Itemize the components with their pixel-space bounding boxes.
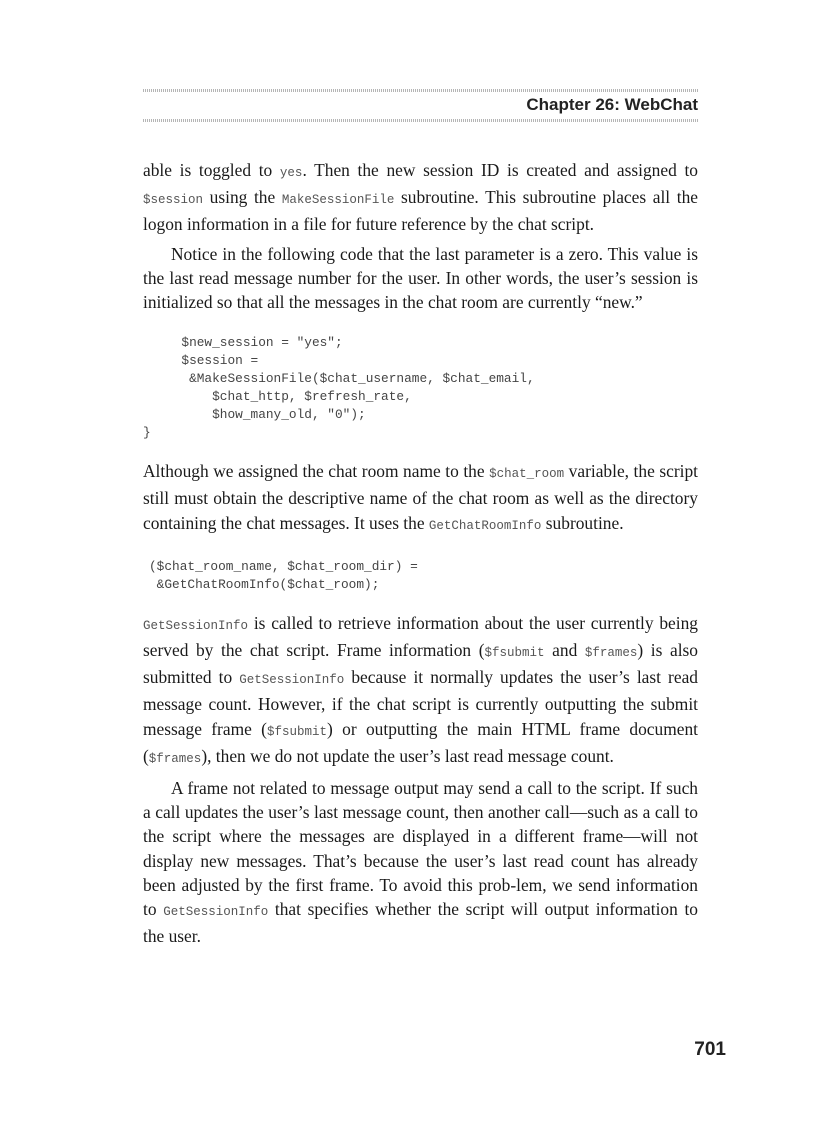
running-head: Chapter 26: WebChat <box>526 95 698 114</box>
body-text <box>143 158 698 948</box>
text-run: subroutine. <box>541 512 624 533</box>
inline-code: $chat_room <box>489 467 565 482</box>
code-block-chat-room-info: ($chat_room_name, $chat_room_dir) = &GetChatRoomInfo($chat_room); <box>149 558 418 592</box>
text-run: that specifies whether the script will output information to the user. <box>143 899 699 947</box>
header-rule-top <box>143 89 698 92</box>
paragraph-5 <box>143 776 698 948</box>
text-run: is called to retrieve information about the user currently being served by the chat script. Frame information ( <box>143 612 698 661</box>
text-run: because it normally updates the user’s last read message count. However, if the chat script is currently outputting the submit message frame ( <box>143 667 698 739</box>
inline-code: GetSessionInfo <box>163 905 269 920</box>
text-run: Although we assigned the chat room name to the <box>143 461 490 482</box>
header-rule-bottom <box>143 119 698 122</box>
inline-code: $fsubmit <box>484 646 545 661</box>
text-run: subroutine. This subroutine places all the logon information in a file for future reference by the chat script. <box>143 187 699 235</box>
inline-code: $session <box>143 193 204 208</box>
text-run: ) or outputting the main HTML frame document ( <box>143 718 698 766</box>
text-run: lem, we send information to <box>143 874 698 920</box>
inline-code: GetChatRoomInfo <box>428 518 542 533</box>
code-block-session: $new_session = "yes"; $session = &MakeSessionFile($chat_username, $chat_email, $chat_http, $refresh_rate, $how_many_old, "0"); } <box>143 335 535 441</box>
text-run: variable, the script still must obtain the descriptive name of the chat room as well as the directory containing the chat messages. It uses the <box>143 461 698 533</box>
text-run: ), then we do not update the user’s last read message count. <box>201 745 614 766</box>
inline-code: $fsubmit <box>266 724 327 739</box>
paragraph-4 <box>143 611 698 771</box>
text-run: ) is also submitted to <box>143 640 699 688</box>
paragraph-1 <box>143 158 698 237</box>
paragraph-2: Notice in the following code that the last parameter is a zero. This value is the last read message number for the user. In other words, the user’s session is initialized so that all the messages in the chat room are currently “new.” <box>143 243 698 313</box>
text-run: using the <box>203 187 282 208</box>
text-run: A frame not related to message output may send a call to the script. If such a call updates the user’s last message count, then another call—such as a call to the script where the messages are displayed in a different frame—will not display new messages. That’s because the user’s last read count has already been adjusted by the first frame. To avoid this prob- <box>143 778 698 895</box>
inline-code: yes <box>279 166 303 180</box>
inline-code: GetSessionInfo <box>143 618 249 633</box>
text-run: able is toggled to <box>143 160 280 180</box>
text-run: . Then the new session ID is created and assigned to <box>302 160 698 180</box>
paragraph-3 <box>143 459 698 538</box>
inline-code: GetSessionInfo <box>239 673 345 688</box>
page-number: 701 <box>694 1039 726 1060</box>
text-run: and <box>544 640 585 661</box>
inline-code: MakeSessionFile <box>281 193 395 208</box>
inline-code: $frames <box>148 751 202 766</box>
inline-code: $frames <box>584 646 638 661</box>
